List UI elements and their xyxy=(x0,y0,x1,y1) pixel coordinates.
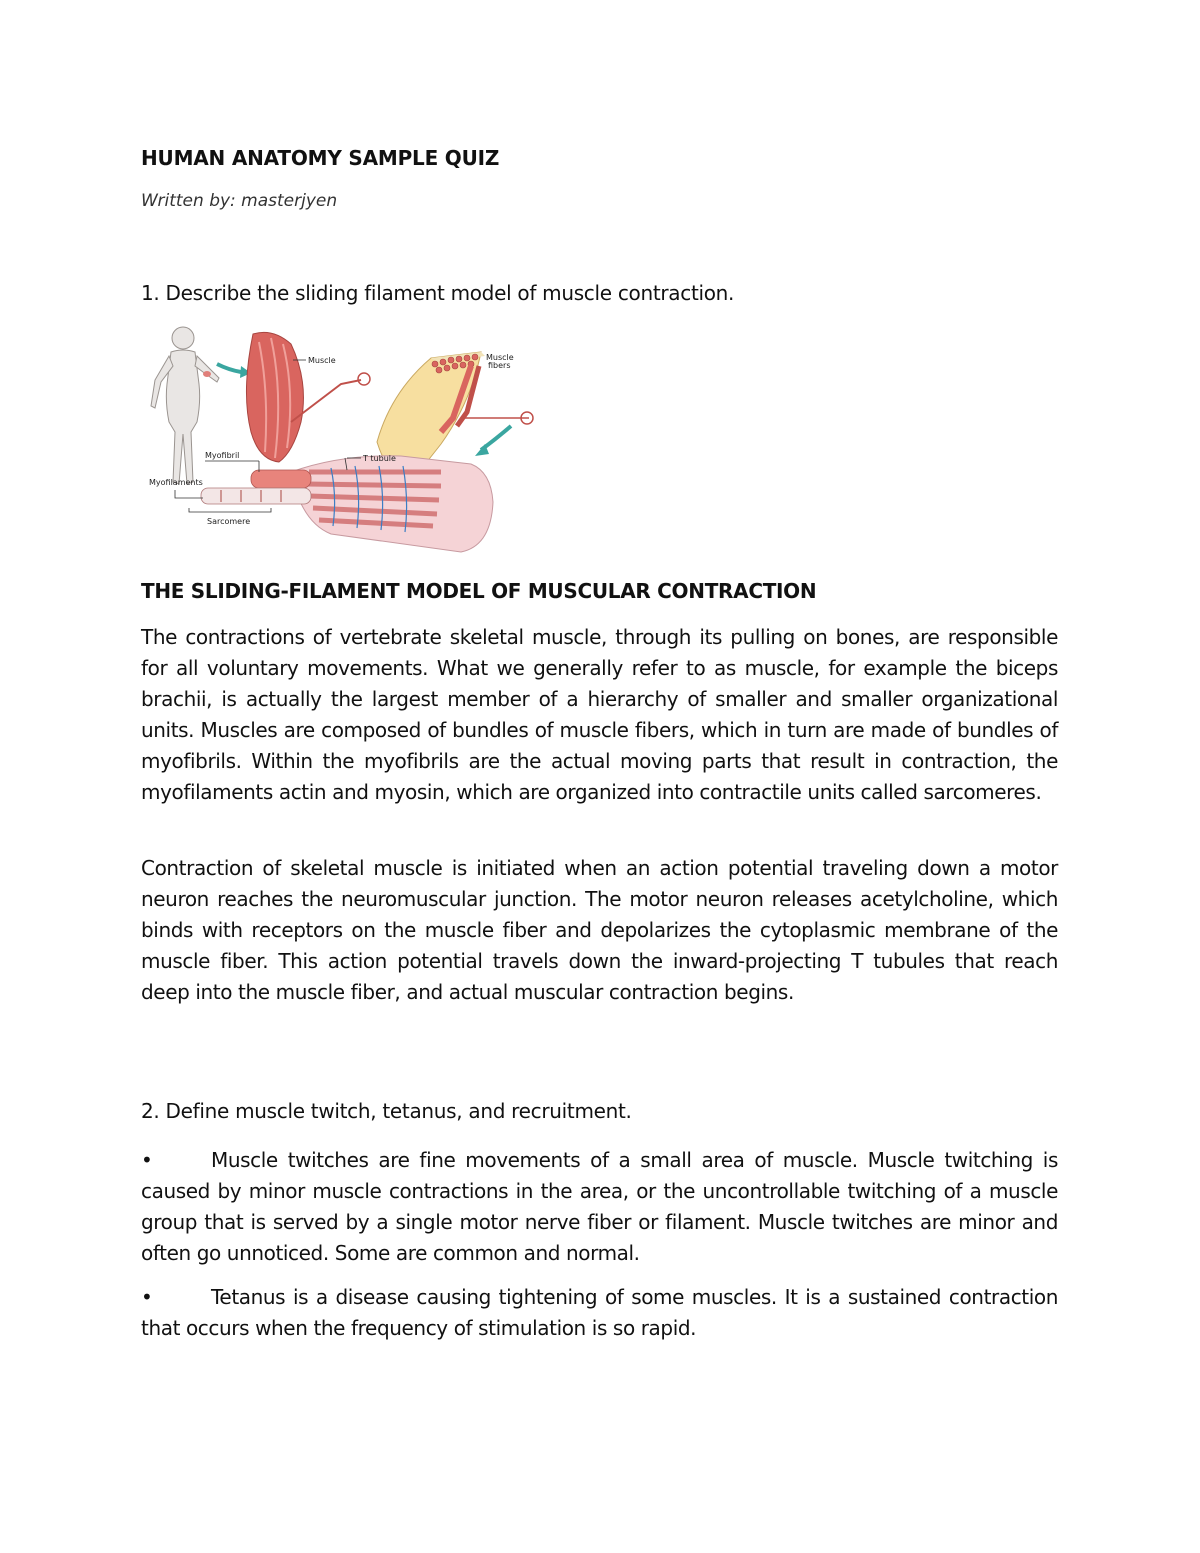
label-muscle: Muscle xyxy=(308,356,336,365)
paragraph-2: Contraction of skeletal muscle is initiated when an action potential traveling down a motor neuron reaches the neuromuscular junction. The motor neuron releases acetylcholine, which binds with receptors on the muscle fiber and depolarizes the cytoplasmic membrane of the muscle fiber. This action potential travels down the inward-projecting T tubules that reach deep into the muscle fiber, and actual muscular contraction begins. xyxy=(141,856,1058,1004)
label-t-tubule: T tubule xyxy=(363,454,396,463)
author-line: Written by: masterjyen xyxy=(141,191,338,211)
label-sarcomere: Sarcomere xyxy=(207,517,251,526)
bullet-icon: • xyxy=(141,1285,153,1309)
label-muscle-fibers-1: Muscle xyxy=(486,353,514,362)
label-myofilaments: Myofilaments xyxy=(149,478,203,487)
muscle-illustration xyxy=(246,332,370,462)
paragraph-1: The contractions of vertebrate skeletal muscle, through its pulling on bones, are responsible for all voluntary movements. What we generally refer to as muscle, for example the biceps brachii, is actually the largest member of a hierarchy of smaller and smaller organizational units. Muscles are composed of bundles of muscle fibers, which in turn are made of bundles of myofibrils. Within the myofibrils are the actual moving parts that result in contraction, the myofilaments actin and myosin, which are organized into contractile units called sarcomeres. xyxy=(141,625,1058,804)
muscle-fiber-cross-section xyxy=(149,451,493,552)
bullet-text: Tetanus is a disease causing tightening of some muscles. It is a sustained contraction that occurs when the frequency of stimulation is so rapid. xyxy=(141,1285,1058,1340)
label-myofibril: Myofibril xyxy=(205,451,240,460)
document-title: HUMAN ANATOMY SAMPLE QUIZ xyxy=(141,146,500,170)
label-muscle-fibers-2: fibers xyxy=(488,361,511,370)
question-2: 2. Define muscle twitch, tetanus, and recruitment. xyxy=(141,1099,632,1123)
arrow-to-muscle xyxy=(217,364,251,378)
question-1: 1. Describe the sliding filament model of muscle contraction. xyxy=(141,281,735,305)
section-heading: THE SLIDING-FILAMENT MODEL OF MUSCULAR CONTRACTION xyxy=(141,579,817,603)
muscle-structure-figure xyxy=(141,322,536,560)
arrow-to-fiber xyxy=(475,426,511,456)
bullet-icon: • xyxy=(141,1148,153,1172)
list-item xyxy=(141,1282,1058,1344)
list-item xyxy=(141,1145,1058,1269)
human-figure-illustration xyxy=(151,327,219,484)
bullet-text: Muscle twitches are fine movements of a small area of muscle. Muscle twitching is caused by minor muscle contractions in the area, or the uncontrollable twitching of a muscle group that is served by a single motor nerve fiber or filament. Muscle twitches are minor and often go unnoticed. Some are common and normal. xyxy=(141,1148,1058,1265)
